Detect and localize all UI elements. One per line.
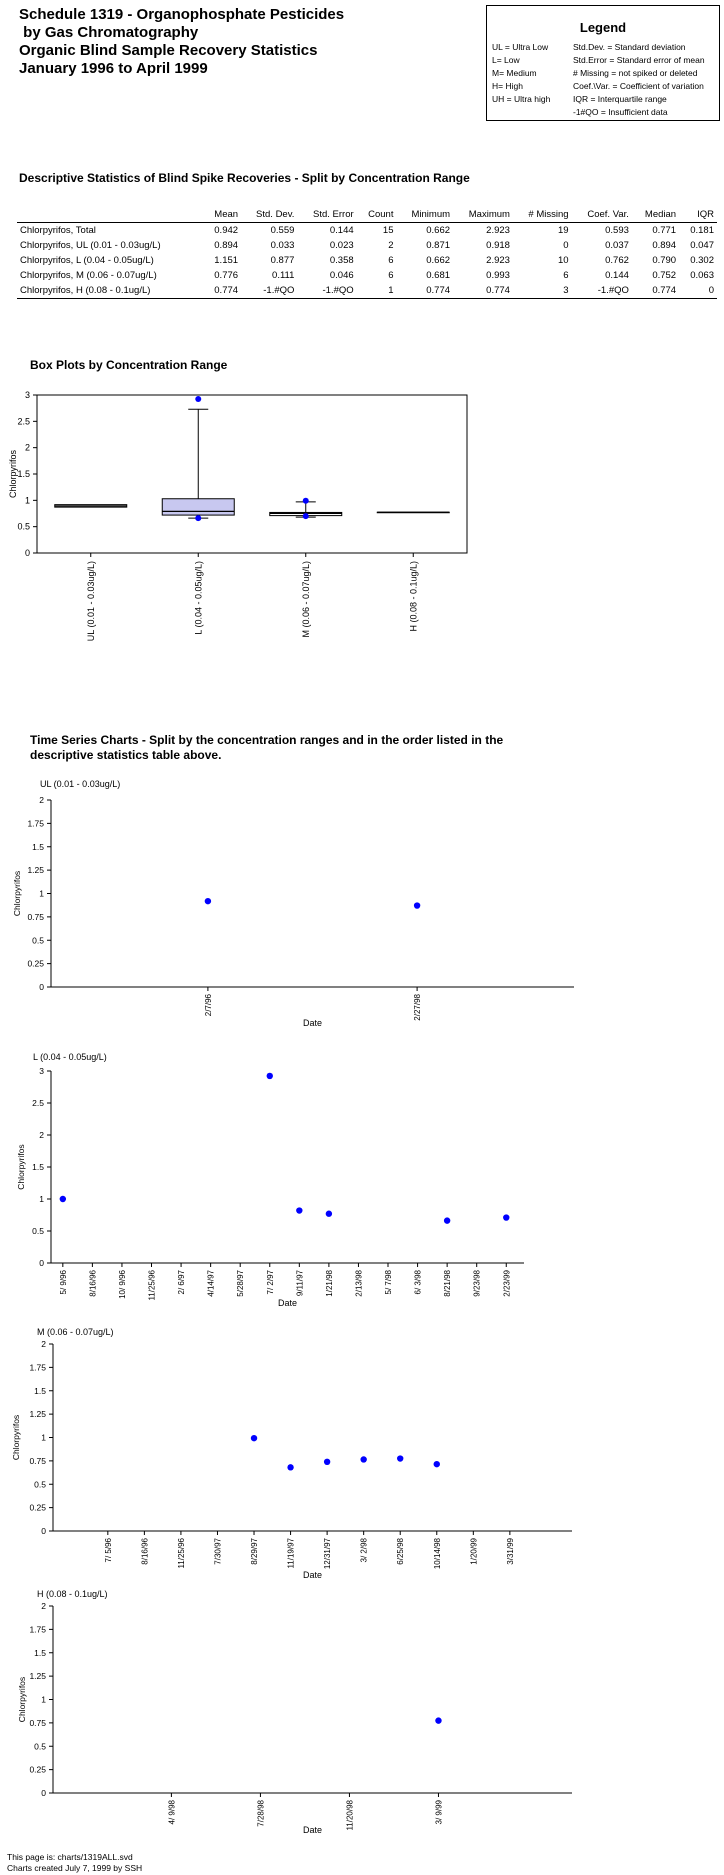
title-line-2: by Gas Chromatography [19,24,199,41]
table-cell: -1.#QO [241,283,297,299]
y-tick-label: 1.5 [17,469,30,479]
table-cell: Chlorpyrifos, UL (0.01 - 0.03ug/L) [20,240,161,251]
table-cell: 0.047 [690,240,714,251]
table-cell: 0.993 [486,270,510,281]
data-point [435,1717,441,1723]
y-tick-label: 2.5 [17,416,30,427]
x-tick-label: H (0.08 - 0.1ug/L) [408,561,419,632]
y-tick-label: 0.5 [34,1479,46,1490]
table-cell: 0.918 [486,240,510,251]
table-cell: 0.894 [652,240,677,251]
y-tick-label: 2 [41,1601,46,1611]
data-point [414,902,420,908]
ts-h-title: H (0.08 - 0.1ug/L) [37,1589,108,1599]
stats-col-iqr: IQR [679,207,717,223]
data-point [324,1459,330,1465]
x-tick-label: 6/25/98 [396,1538,406,1565]
y-tick-label: 0 [39,1258,44,1268]
table-cell: -1.#QO [572,283,632,299]
y-tick-label: 1.75 [29,1624,46,1635]
table-cell: 0.063 [690,270,714,281]
data-point [326,1211,332,1217]
x-tick-label: 8/29/97 [250,1538,260,1565]
y-tick-label: 1 [41,1432,46,1443]
timeseries-heading-line-1: Time Series Charts - Split by the concentration ranges and in the order listed in the [30,733,504,747]
y-axis-label: Chlorpyrifos [8,449,18,499]
table-cell: 6 [388,255,394,266]
x-tick-label: 7/28/98 [256,1800,266,1827]
x-tick-label: 2/13/98 [354,1270,364,1297]
table-cell: 0.894 [214,240,239,251]
y-tick-label: 2 [39,1130,44,1140]
stats-col-max: Maximum [453,207,513,223]
ts-m-title: M (0.06 - 0.07ug/L) [37,1327,114,1337]
box [162,499,234,515]
data-point [360,1456,366,1462]
x-tick-label: 4/14/97 [206,1270,216,1297]
x-tick-label: 10/14/98 [432,1538,442,1570]
x-tick-label: 11/25/96 [147,1270,157,1301]
x-tick-label: 11/25/96 [176,1538,186,1569]
y-tick-label: 1.5 [34,1647,46,1658]
legend-def-stderr: Std.Error = Standard error of mean [573,55,705,65]
y-tick-label: 1 [39,1194,44,1204]
data-point [296,1207,302,1213]
x-tick-label: 10/ 9/96 [117,1270,127,1299]
y-tick-label: 2.5 [32,1098,44,1108]
legend-box [486,5,720,121]
stats-col-coefvar: Coef. Var. [572,207,632,223]
legend-title: Legend [579,20,627,35]
legend-def-insufficient: -1#QO = Insufficient data [573,107,668,117]
data-point [444,1217,450,1223]
x-tick-label: 2/ 6/97 [177,1270,187,1295]
x-tick-label: 8/16/96 [140,1538,150,1565]
table-cell: 0.774 [632,283,679,299]
report-title [19,6,344,78]
table-cell: 0.111 [272,270,295,281]
stats-col-name [17,207,203,223]
legend-abbrev-m: M= Medium [492,68,537,78]
boxplot-chart [0,380,724,700]
table-cell: 0.593 [605,225,629,236]
stats-col-median: Median [632,207,679,223]
table-cell: 0.681 [426,270,451,281]
x-tick-label: M (0.06 - 0.07ug/L) [300,561,311,638]
y-tick-label: 3 [39,1066,44,1076]
x-tick-label: 5/ 9/96 [58,1270,68,1295]
table-cell: Chlorpyrifos, Total [20,225,96,236]
y-tick-label: 1.75 [29,1362,46,1373]
legend-abbrev-l: L= Low [492,55,520,65]
timeseries-heading [30,733,503,763]
table-cell: 0.144 [329,225,354,236]
x-tick-label: 8/16/96 [88,1270,98,1297]
y-tick-label: 0 [39,982,44,992]
table-cell: 0.774 [203,283,241,299]
table-cell: 0.046 [329,270,354,281]
stats-col-min: Minimum [396,207,453,223]
y-tick-label: 0.5 [17,521,30,532]
x-axis-label: Date [302,1018,323,1028]
stats-col-mean: Mean [203,207,241,223]
title-line-1: Schedule 1319 - Organophosphate Pesticides [19,6,345,23]
table-cell: 0.181 [690,225,714,236]
stats-col-stderr: Std. Error [297,207,356,223]
x-tick-label: 4/ 9/98 [167,1800,177,1825]
data-point [267,1073,273,1079]
x-tick-label: 5/28/97 [236,1270,246,1297]
footer [7,1852,142,1874]
table-cell: Chlorpyrifos, L (0.04 - 0.05ug/L) [20,255,154,266]
timeseries-heading-line-2: descriptive statistics table above. [30,748,222,762]
table-cell: 3 [513,283,572,299]
ts-h-chart [0,1600,724,1840]
plot-frame [37,395,467,553]
y-tick-label: 1.5 [32,841,44,852]
table-cell: 0 [563,240,569,251]
outlier-point [195,515,201,521]
ts-ul-chart [0,790,724,1035]
y-tick-label: 0.5 [34,1741,46,1752]
table-cell: 0.774 [453,283,513,299]
x-tick-label: UL (0.01 - 0.03ug/L) [85,561,96,642]
table-cell: 0.662 [426,225,451,236]
x-tick-label: 1/20/99 [469,1538,479,1565]
legend-abbrev-h: H= High [492,81,523,91]
y-tick-label: 1.25 [29,1409,46,1420]
legend-def-iqr: IQR = Interquartile range [573,94,667,104]
table-cell: 0.358 [329,255,354,266]
y-tick-label: 0.25 [29,1502,46,1513]
x-tick-label: 2/7/96 [203,994,213,1017]
y-tick-label: 1.25 [27,865,44,876]
table-cell: 19 [557,225,569,236]
table-cell: 0.033 [270,240,295,251]
stats-table [17,207,717,299]
title-line-4: January 1996 to April 1999 [19,60,208,77]
table-cell: -1.#QO [297,283,356,299]
x-tick-label: 1/21/98 [324,1270,334,1297]
legend-def-missing: # Missing = not spiked or deleted [573,68,698,78]
title-line-3: Organic Blind Sample Recovery Statistics [19,42,318,59]
data-point [205,898,211,904]
table-cell: Chlorpyrifos, H (0.08 - 0.1ug/L) [17,283,203,299]
x-tick-label: 9/23/98 [472,1270,482,1297]
table-cell: 0.871 [426,240,451,251]
x-tick-label: 3/ 9/99 [434,1800,444,1825]
y-tick-label: 0.25 [27,958,44,969]
data-point [287,1464,293,1470]
y-axis-label: Chlorpyrifos [17,1676,27,1723]
y-axis-label: Chlorpyrifos [16,1144,26,1190]
table-cell: 0.942 [214,225,239,236]
y-tick-label: 0.75 [27,911,44,922]
ts-l-title: L (0.04 - 0.05ug/L) [33,1052,107,1062]
outlier-point [303,498,309,504]
x-axis-label: Date [302,1570,323,1580]
data-point [251,1435,257,1441]
table-cell: 0.144 [605,270,629,281]
y-tick-label: 2 [41,1339,46,1349]
x-tick-label: 5/ 7/98 [384,1270,394,1295]
x-tick-label: 2/27/98 [413,994,423,1021]
y-tick-label: 0.75 [29,1455,46,1466]
stats-header-row [17,207,717,223]
legend-def-stddev: Std.Dev. = Standard deviation [573,42,686,52]
y-tick-label: 1.5 [34,1385,46,1396]
table-row [17,268,717,283]
data-point [397,1455,403,1461]
table-cell: 0.771 [652,225,677,236]
table-cell: 6 [388,270,394,281]
table-cell: 6 [563,270,569,281]
x-tick-label: 7/ 2/97 [265,1270,275,1295]
legend-def-coefvar: Coef.\Var. = Coefficient of variation [573,81,704,91]
x-tick-label: 3/ 2/98 [359,1538,369,1563]
x-tick-label: 11/20/98 [345,1800,355,1831]
x-tick-label: 3/31/99 [505,1538,515,1565]
outlier-point [195,396,201,402]
y-tick-label: 1.75 [27,818,44,829]
x-tick-label: 8/21/98 [443,1270,453,1297]
table-cell: 0.662 [426,255,451,266]
outlier-point [303,513,309,519]
table-cell: 2 [388,240,394,251]
x-tick-label: L (0.04 - 0.05ug/L) [193,561,204,635]
y-tick-label: 0 [24,548,30,558]
ts-ul-title: UL (0.01 - 0.03ug/L) [40,779,121,789]
table-cell: 0.790 [652,255,677,266]
ts-m-chart [0,1338,724,1591]
table-row [17,253,717,268]
y-tick-label: 2 [39,795,44,805]
boxplot-heading: Box Plots by Concentration Range [30,358,228,372]
table-row [17,238,717,253]
x-axis-label: Date [302,1825,323,1835]
y-axis-label: Chlorpyrifos [12,870,22,917]
y-tick-label: 0 [41,1526,46,1536]
table-cell: 2.923 [486,255,510,266]
legend-abbrev-ul: UL = Ultra Low [492,42,549,52]
table-cell: 0.776 [214,270,239,281]
y-tick-label: 0.25 [29,1764,46,1775]
y-tick-label: 1 [41,1694,46,1705]
y-tick-label: 1 [24,495,30,506]
x-tick-label: 9/11/97 [295,1270,305,1297]
footer-created: Charts created July 7, 1999 by SSH [7,1863,143,1873]
data-point [503,1214,509,1220]
table-cell: 10 [557,255,569,266]
table-cell: 0.774 [396,283,453,299]
data-point [60,1196,66,1202]
table-cell: 15 [382,225,394,236]
y-axis-label: Chlorpyrifos [11,1414,21,1461]
table-cell: 0.559 [270,225,295,236]
table-cell: 0.302 [690,255,714,266]
stats-col-missing: # Missing [513,207,572,223]
y-tick-label: 1.25 [29,1671,46,1682]
y-tick-label: 0 [41,1788,46,1798]
x-tick-label: 2/23/99 [502,1270,512,1297]
table-cell: Chlorpyrifos, M (0.06 - 0.07ug/L) [20,270,157,281]
x-tick-label: 6/ 3/98 [413,1270,423,1295]
legend-abbrev-uh: UH = Ultra high [492,94,551,104]
footer-page-path: This page is: charts/1319ALL.svd [7,1852,133,1862]
table-row [17,223,717,239]
y-tick-label: 0.75 [29,1717,46,1728]
y-tick-label: 0.5 [32,1226,44,1236]
x-tick-label: 7/30/97 [213,1538,223,1565]
ts-l-chart [0,1064,724,1324]
stats-col-count: Count [357,207,397,223]
table-cell: 0.762 [605,255,629,266]
table-cell: 0.877 [270,255,295,266]
y-tick-label: 0.5 [32,935,44,946]
x-tick-label: 12/31/97 [323,1538,333,1570]
table-cell: 0 [679,283,717,299]
x-tick-label: 11/19/97 [286,1538,296,1569]
stats-col-stddev: Std. Dev. [241,207,297,223]
table-cell: 0.037 [605,240,629,251]
table-cell: 2.923 [486,225,510,236]
table-row [17,283,717,299]
data-point [434,1461,440,1467]
table-cell: 0.752 [652,270,677,281]
y-tick-label: 2 [24,442,30,453]
y-tick-label: 1.5 [32,1162,44,1172]
stats-heading: Descriptive Statistics of Blind Spike Recoveries - Split by Concentration Range [19,171,470,185]
x-axis-label: Date [277,1298,298,1308]
x-tick-label: 7/ 5/96 [103,1538,113,1563]
table-cell: 1 [357,283,397,299]
y-tick-label: 1 [39,888,44,899]
table-cell: 1.151 [214,255,239,266]
table-cell: 0.023 [329,240,354,251]
y-tick-label: 3 [24,390,30,400]
